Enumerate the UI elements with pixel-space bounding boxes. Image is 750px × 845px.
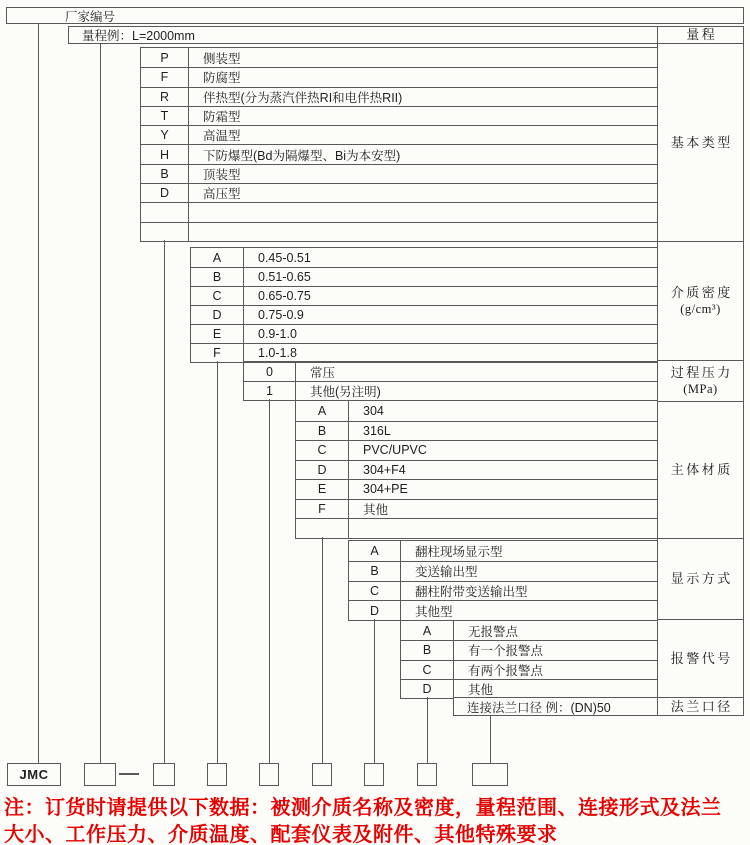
table-row	[191, 324, 657, 343]
table-row	[401, 679, 657, 698]
table-row	[191, 267, 657, 286]
code-cell: D	[296, 461, 349, 480]
desc-cell: 无报警点	[468, 624, 519, 639]
desc-cell	[189, 203, 657, 221]
code-cell: B	[191, 268, 244, 286]
desc-cell: 304	[363, 403, 384, 418]
code-cell: B	[141, 165, 189, 183]
desc-cell: 有一个报警点	[468, 644, 544, 659]
connector-line-basic-type	[164, 240, 165, 763]
table-row	[141, 48, 657, 67]
table-row	[296, 479, 657, 499]
connector-line-display	[374, 619, 375, 763]
side-label-density: 介质密度 (g/cm³)	[657, 241, 744, 361]
code-cell: C	[296, 441, 349, 460]
desc-cell: 翻柱现场显示型	[415, 544, 503, 559]
display-table	[348, 540, 658, 621]
code-box-flange	[472, 763, 508, 786]
side-label-display: 显示方式	[657, 538, 744, 620]
pressure-table	[243, 361, 658, 401]
table-row	[296, 518, 657, 538]
side-label-alarm: 报警代号	[657, 619, 744, 698]
table-row	[296, 401, 657, 421]
dash-separator	[119, 773, 139, 775]
table-row	[296, 499, 657, 519]
desc-cell: 下防爆型(Bd为隔爆型、Bi为本安型)	[203, 148, 401, 163]
code-cell: A	[401, 621, 454, 640]
table-row	[141, 164, 657, 183]
side-label-flange: 法兰口径	[657, 697, 744, 716]
code-cell: C	[349, 582, 401, 601]
table-row	[401, 640, 657, 659]
desc-cell: 316L	[363, 423, 391, 438]
alarm-table	[400, 620, 658, 699]
side-label-pressure: 过程压力 (MPa)	[657, 360, 744, 402]
connector-line-material	[322, 537, 323, 763]
table-row	[349, 561, 657, 581]
code-cell: D	[191, 306, 244, 324]
desc-cell: 0.75-0.9	[258, 308, 304, 322]
code-cell: D	[401, 680, 454, 698]
desc-cell: 304+PE	[363, 482, 408, 497]
table-row	[191, 305, 657, 324]
connector-line-flange	[490, 716, 491, 763]
desc-cell: 顶装型	[203, 167, 241, 182]
code-cell: A	[191, 248, 244, 267]
model-prefix-label: JMC	[19, 767, 49, 782]
table-row	[141, 202, 657, 221]
desc-cell: 0.9-1.0	[258, 327, 297, 341]
table-row	[244, 362, 657, 381]
code-cell: A	[349, 541, 401, 561]
desc-cell: 0.51-0.65	[258, 270, 311, 284]
ordering-note-line2: 大小、工作压力、介质温度、配套仪表及附件、其他特殊要求	[4, 824, 558, 845]
desc-cell: 0.65-0.75	[258, 289, 311, 303]
code-cell: F	[296, 500, 349, 519]
code-cell: 1	[244, 382, 296, 400]
code-box-range	[84, 763, 116, 786]
connector-line-alarm	[427, 697, 428, 763]
table-row	[349, 541, 657, 561]
code-cell	[141, 203, 189, 221]
code-box-material	[312, 763, 332, 786]
density-table	[190, 247, 658, 363]
table-row	[191, 343, 657, 362]
connector-line-manufacturer	[38, 24, 39, 763]
code-box-display	[364, 763, 384, 786]
desc-cell: 1.0-1.8	[258, 346, 297, 360]
range-example-box	[68, 26, 658, 44]
code-cell: B	[296, 422, 349, 441]
desc-cell: 常压	[310, 365, 336, 380]
code-cell: C	[401, 661, 454, 679]
code-cell: A	[296, 401, 349, 421]
table-row	[296, 421, 657, 441]
table-row	[191, 286, 657, 305]
flange-size-text: 连接法兰口径 例：(DN)50	[467, 700, 611, 715]
table-row	[141, 67, 657, 86]
code-box-density	[207, 763, 227, 786]
desc-cell: 翻柱附带变送输出型	[415, 584, 528, 599]
ordering-note	[4, 795, 749, 845]
connector-line-range	[100, 44, 101, 763]
side-label-basic-type: 基本类型	[657, 43, 744, 242]
table-row	[141, 183, 657, 202]
basic-type-table	[140, 47, 658, 242]
connector-line-density	[217, 361, 218, 763]
table-row	[141, 144, 657, 163]
desc-cell: 侧装型	[203, 51, 241, 66]
code-box-basic-type	[153, 763, 175, 786]
table-row	[141, 106, 657, 125]
code-cell: B	[349, 562, 401, 581]
code-cell: 0	[244, 362, 296, 381]
code-cell: D	[349, 601, 401, 620]
flange-size-row	[453, 697, 658, 716]
code-cell: F	[141, 68, 189, 86]
manufacturer-code-label: 厂家编号	[65, 9, 116, 24]
table-row	[141, 87, 657, 106]
range-example-label: 量程例：L=2000mm	[82, 29, 195, 43]
code-cell: B	[401, 641, 454, 659]
desc-cell: 高温型	[203, 129, 241, 144]
model-prefix-box	[7, 763, 61, 786]
code-box-pressure	[259, 763, 279, 786]
material-table	[295, 400, 658, 539]
desc-cell: 伴热型(分为蒸汽伴热RI和电伴热RII)	[203, 90, 403, 105]
code-cell: P	[141, 48, 189, 67]
table-row	[296, 460, 657, 480]
code-cell: T	[141, 107, 189, 125]
table-row	[244, 381, 657, 400]
desc-cell: 其他型	[415, 604, 453, 619]
code-cell: H	[141, 145, 189, 163]
code-cell: E	[296, 480, 349, 499]
desc-cell: 其他	[468, 682, 494, 697]
desc-cell: 其他	[363, 503, 389, 517]
code-box-alarm	[417, 763, 437, 786]
desc-cell: 0.45-0.51	[258, 250, 311, 265]
table-row	[401, 621, 657, 640]
code-cell	[141, 223, 189, 241]
desc-cell	[189, 223, 657, 241]
table-row	[141, 222, 657, 241]
connector-line-pressure	[269, 399, 270, 763]
desc-cell: 防霜型	[203, 110, 241, 125]
code-cell: E	[191, 325, 244, 343]
table-row	[349, 600, 657, 620]
code-cell: R	[141, 88, 189, 106]
manufacturer-code-box	[6, 7, 744, 24]
table-row	[191, 248, 657, 267]
desc-cell: 其他(另注明)	[310, 385, 381, 399]
code-cell	[296, 519, 349, 538]
desc-cell: 防腐型	[203, 71, 241, 86]
side-label-range: 量程	[657, 26, 744, 44]
table-row	[349, 581, 657, 601]
table-row	[296, 440, 657, 460]
desc-cell: PVC/UPVC	[363, 443, 427, 458]
code-cell: D	[141, 184, 189, 202]
code-cell: C	[191, 287, 244, 305]
desc-cell: 304+F4	[363, 462, 406, 477]
desc-cell: 有两个报警点	[468, 663, 544, 678]
desc-cell	[349, 519, 657, 538]
table-row	[401, 660, 657, 679]
ordering-note-line1: 注：订货时请提供以下数据：被测介质名称及密度，量程范围、连接形式及法兰	[4, 797, 722, 819]
code-cell: F	[191, 344, 244, 362]
desc-cell: 高压型	[203, 187, 241, 202]
side-label-material: 主体材质	[657, 401, 744, 539]
code-cell: Y	[141, 126, 189, 144]
desc-cell: 变送输出型	[415, 565, 478, 580]
table-row	[141, 125, 657, 144]
